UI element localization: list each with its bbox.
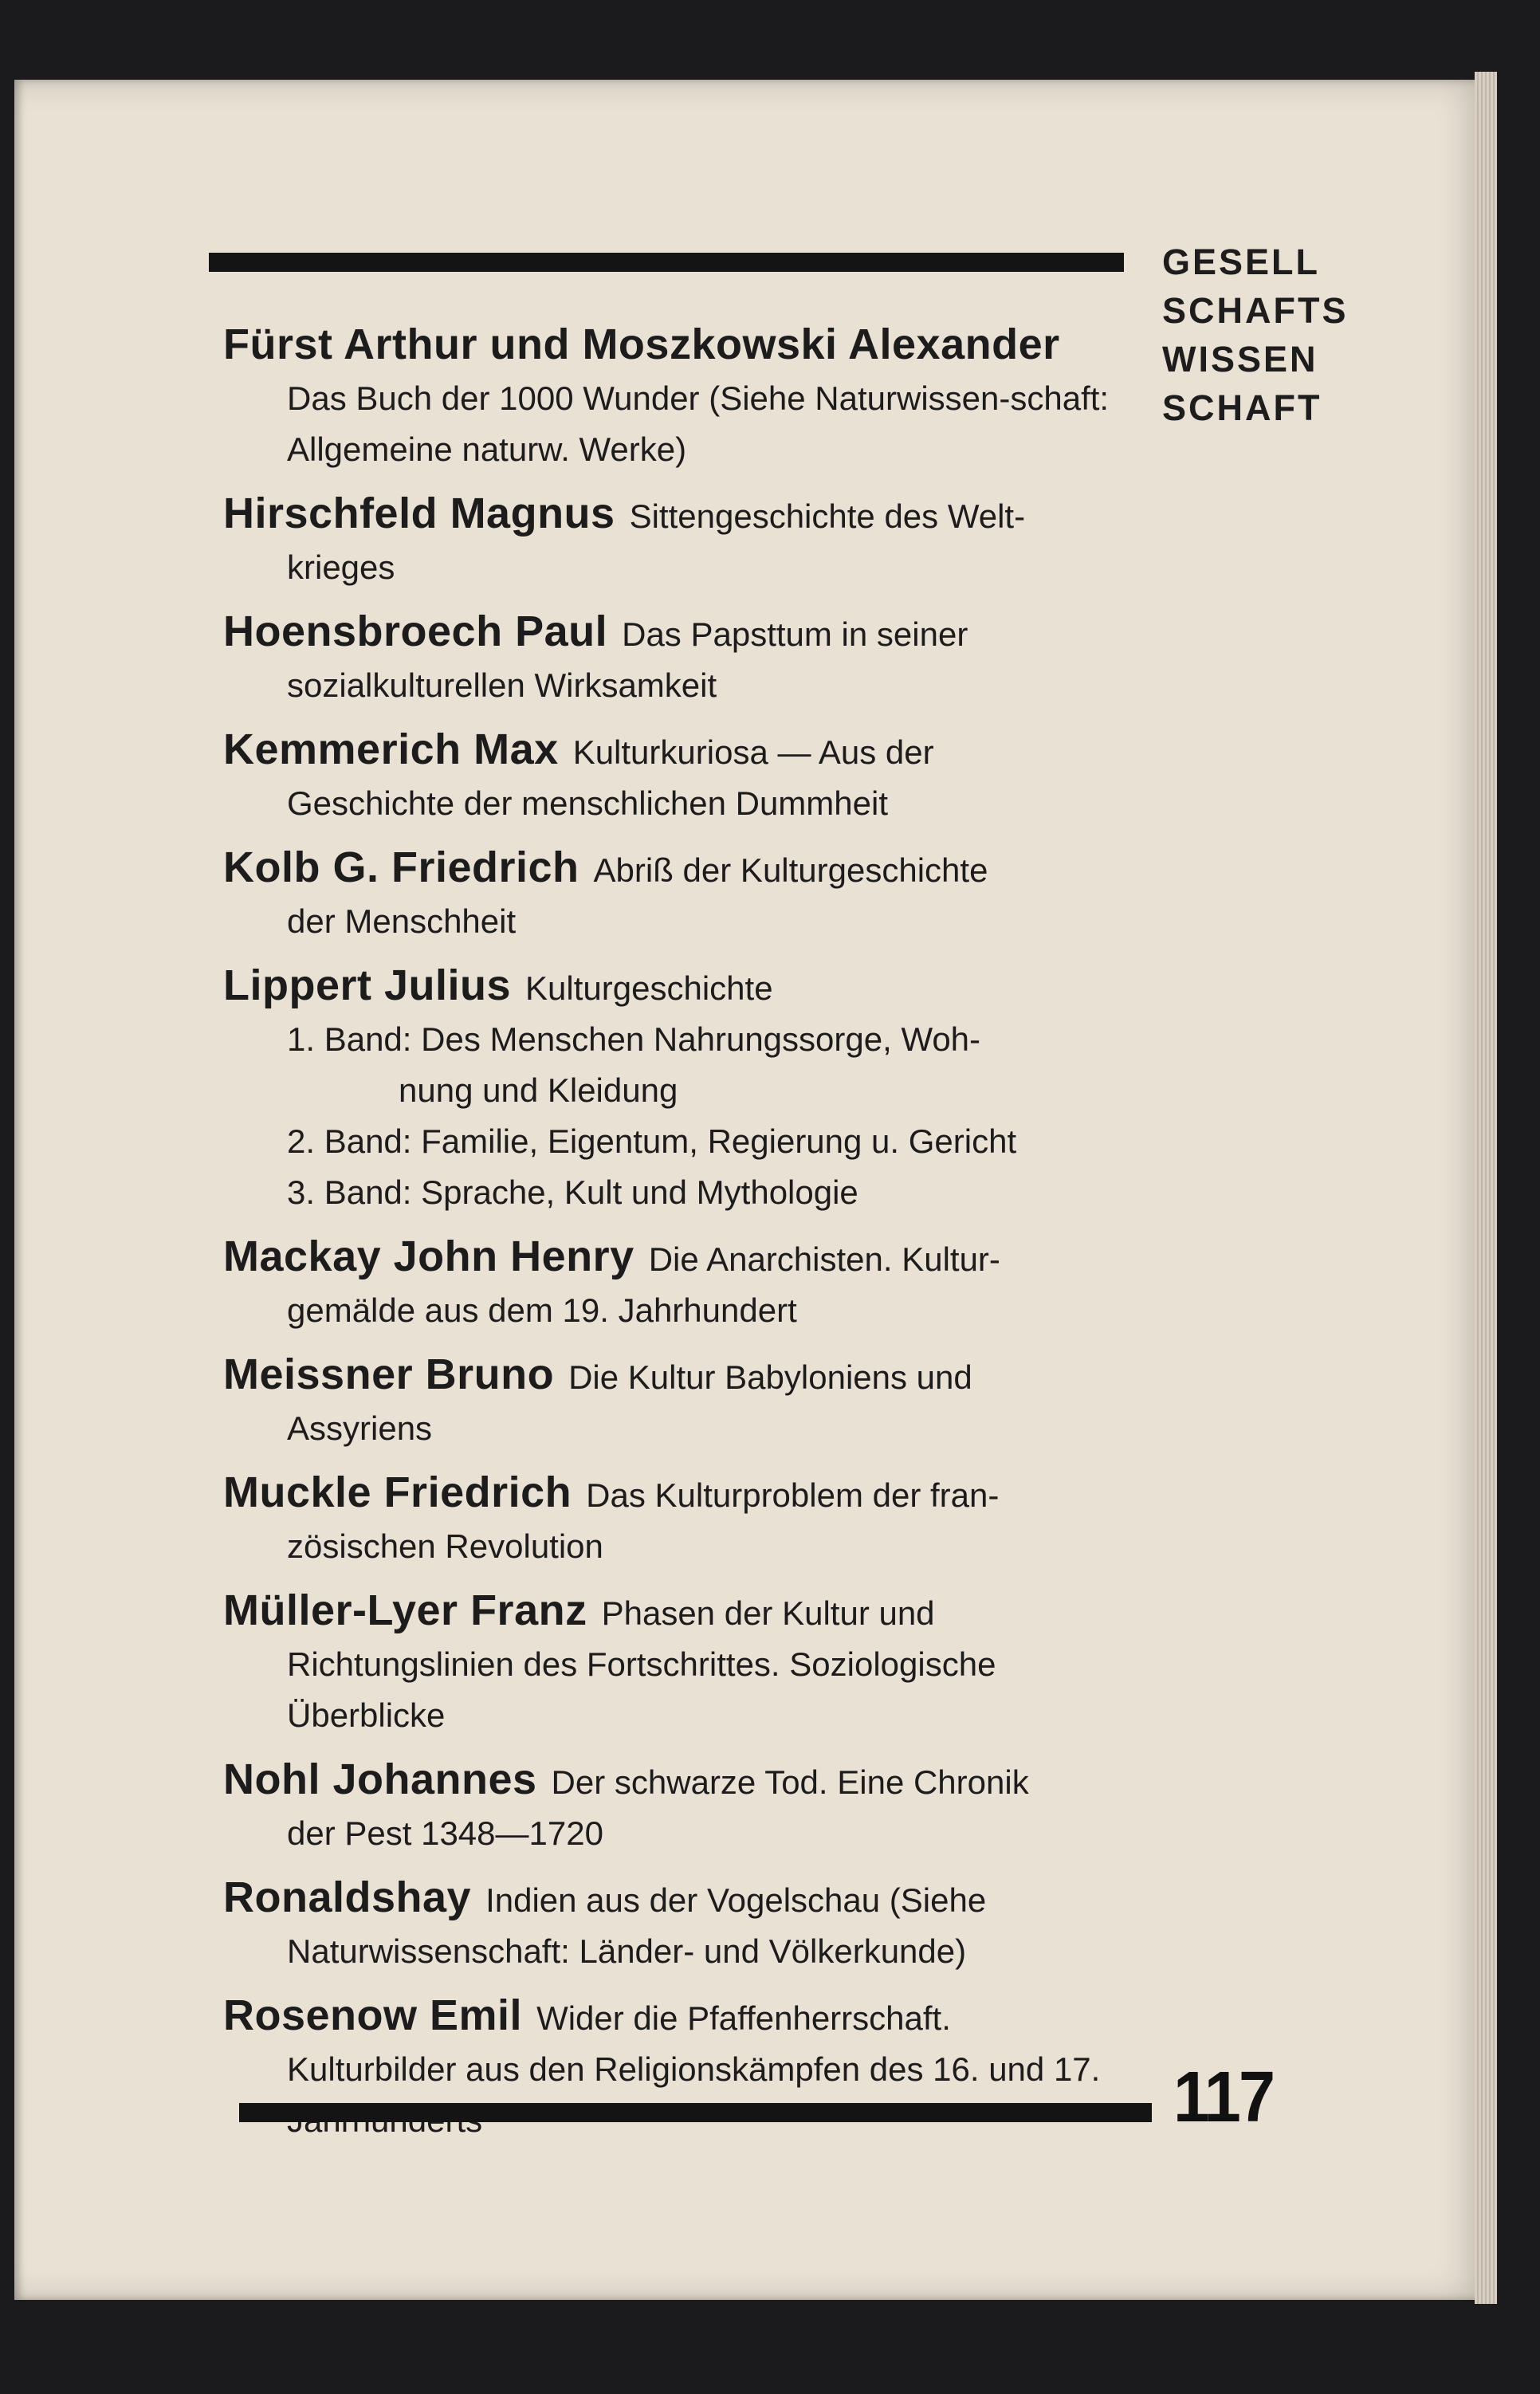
title-continuation: der Pest 1348—1720: [287, 1814, 603, 1852]
title-text: Die Anarchisten. Kultur-: [648, 1240, 1000, 1278]
author-name: Mackay John Henry: [223, 1232, 634, 1280]
author-name: Hirschfeld Magnus: [223, 489, 615, 537]
title-text: Indien aus der Vogelschau (Siehe: [485, 1881, 987, 1919]
title-continuation: Naturwissenschaft: Länder- und Völkerkunde): [287, 1932, 967, 1970]
list-item: [223, 606, 1140, 711]
volume-text: 1. Band: Des Menschen Nahrungssorge, Woh-: [287, 1020, 981, 1058]
list-item: [223, 842, 1140, 947]
title-text: Abriß der Kulturgeschichte: [593, 851, 988, 889]
author-name: Kolb G. Friedrich: [223, 843, 579, 891]
list-item: [223, 960, 1140, 1218]
section-heading: [1162, 238, 1353, 432]
title-continuation: gemälde aus dem 19. Jahrhundert: [287, 1291, 797, 1329]
list-item: [223, 724, 1140, 829]
author-name: Kemmerich Max: [223, 725, 559, 773]
title-text: Das Papsttum in seiner: [622, 615, 968, 653]
page-number: 117: [1173, 2058, 1274, 2137]
author-name: Müller-Lyer Franz: [223, 1586, 587, 1634]
list-item: [223, 1754, 1140, 1859]
author-name: Meissner Bruno: [223, 1350, 555, 1398]
title-continuation: krieges: [287, 548, 395, 586]
list-item: [223, 1585, 1140, 1741]
bibliography-list: [223, 319, 1140, 2159]
top-rule: [209, 253, 1124, 272]
list-item: [223, 319, 1140, 475]
author-name: Muckle Friedrich: [223, 1468, 572, 1516]
volume-line: 2. Band: Familie, Eigentum, Regierung u. Gericht: [287, 1122, 1017, 1160]
title-text: Der schwarze Tod. Eine Chronik: [551, 1763, 1029, 1801]
title-continuation: Geschichte der menschlichen Dummheit: [287, 784, 888, 822]
title-text: Phasen der Kultur und: [601, 1594, 935, 1632]
title-text: Die Kultur Babyloniens und: [568, 1358, 972, 1396]
section-line: WISSEN: [1162, 339, 1318, 379]
title-continuation: Kulturbilder aus den Religionskämpfen des 16. und 17.: [287, 2050, 1101, 2088]
author-name: Nohl Johannes: [223, 1755, 537, 1803]
list-item: [223, 1467, 1140, 1572]
list-item: [223, 1872, 1140, 1977]
title-text: Das Kulturproblem der fran-: [586, 1476, 1000, 1514]
title-continuation: Assyriens: [287, 1409, 433, 1447]
title-text: Wider die Pfaffenherrschaft.: [536, 1999, 951, 2037]
author-name: Lippert Julius: [223, 961, 512, 1009]
page-edges: [1475, 72, 1497, 2304]
author-name: Fürst Arthur und Moszkowski Alexander: [223, 320, 1060, 368]
section-line: SCHAFT: [1162, 387, 1322, 428]
section-line: GESELL: [1162, 242, 1321, 282]
bottom-rule: [239, 2103, 1152, 2122]
title-continuation: zösischen Revolution: [287, 1527, 603, 1565]
title-continuation: Das Buch der 1000 Wunder (Siehe Naturwissen-schaft: Allgemeine naturw. Werke): [287, 379, 1110, 468]
volume-text: nung und Kleidung: [399, 1071, 678, 1109]
title-text: Kulturkuriosa — Aus der: [572, 733, 934, 771]
title-continuation: der Menschheit: [287, 902, 517, 940]
list-item: [223, 1990, 1140, 2146]
author-name: Hoensbroech Paul: [223, 607, 608, 655]
author-name: Ronaldshay: [223, 1873, 472, 1921]
title-text: Sittengeschichte des Welt-: [629, 497, 1026, 535]
list-item: [223, 1231, 1140, 1336]
section-line: SCHAFTS: [1162, 290, 1349, 331]
volume-line: [223, 1014, 1140, 1116]
list-item: [223, 488, 1140, 593]
list-item: [223, 1349, 1140, 1454]
volume-line: 3. Band: Sprache, Kult und Mythologie: [287, 1173, 858, 1211]
title-text: Kulturgeschichte: [525, 969, 773, 1007]
author-name: Rosenow Emil: [223, 1991, 523, 2039]
title-continuation: sozialkulturellen Wirksamkeit: [287, 666, 717, 704]
title-continuation: Richtungslinien des Fortschrittes. Soziologische Überblicke: [287, 1645, 996, 1734]
